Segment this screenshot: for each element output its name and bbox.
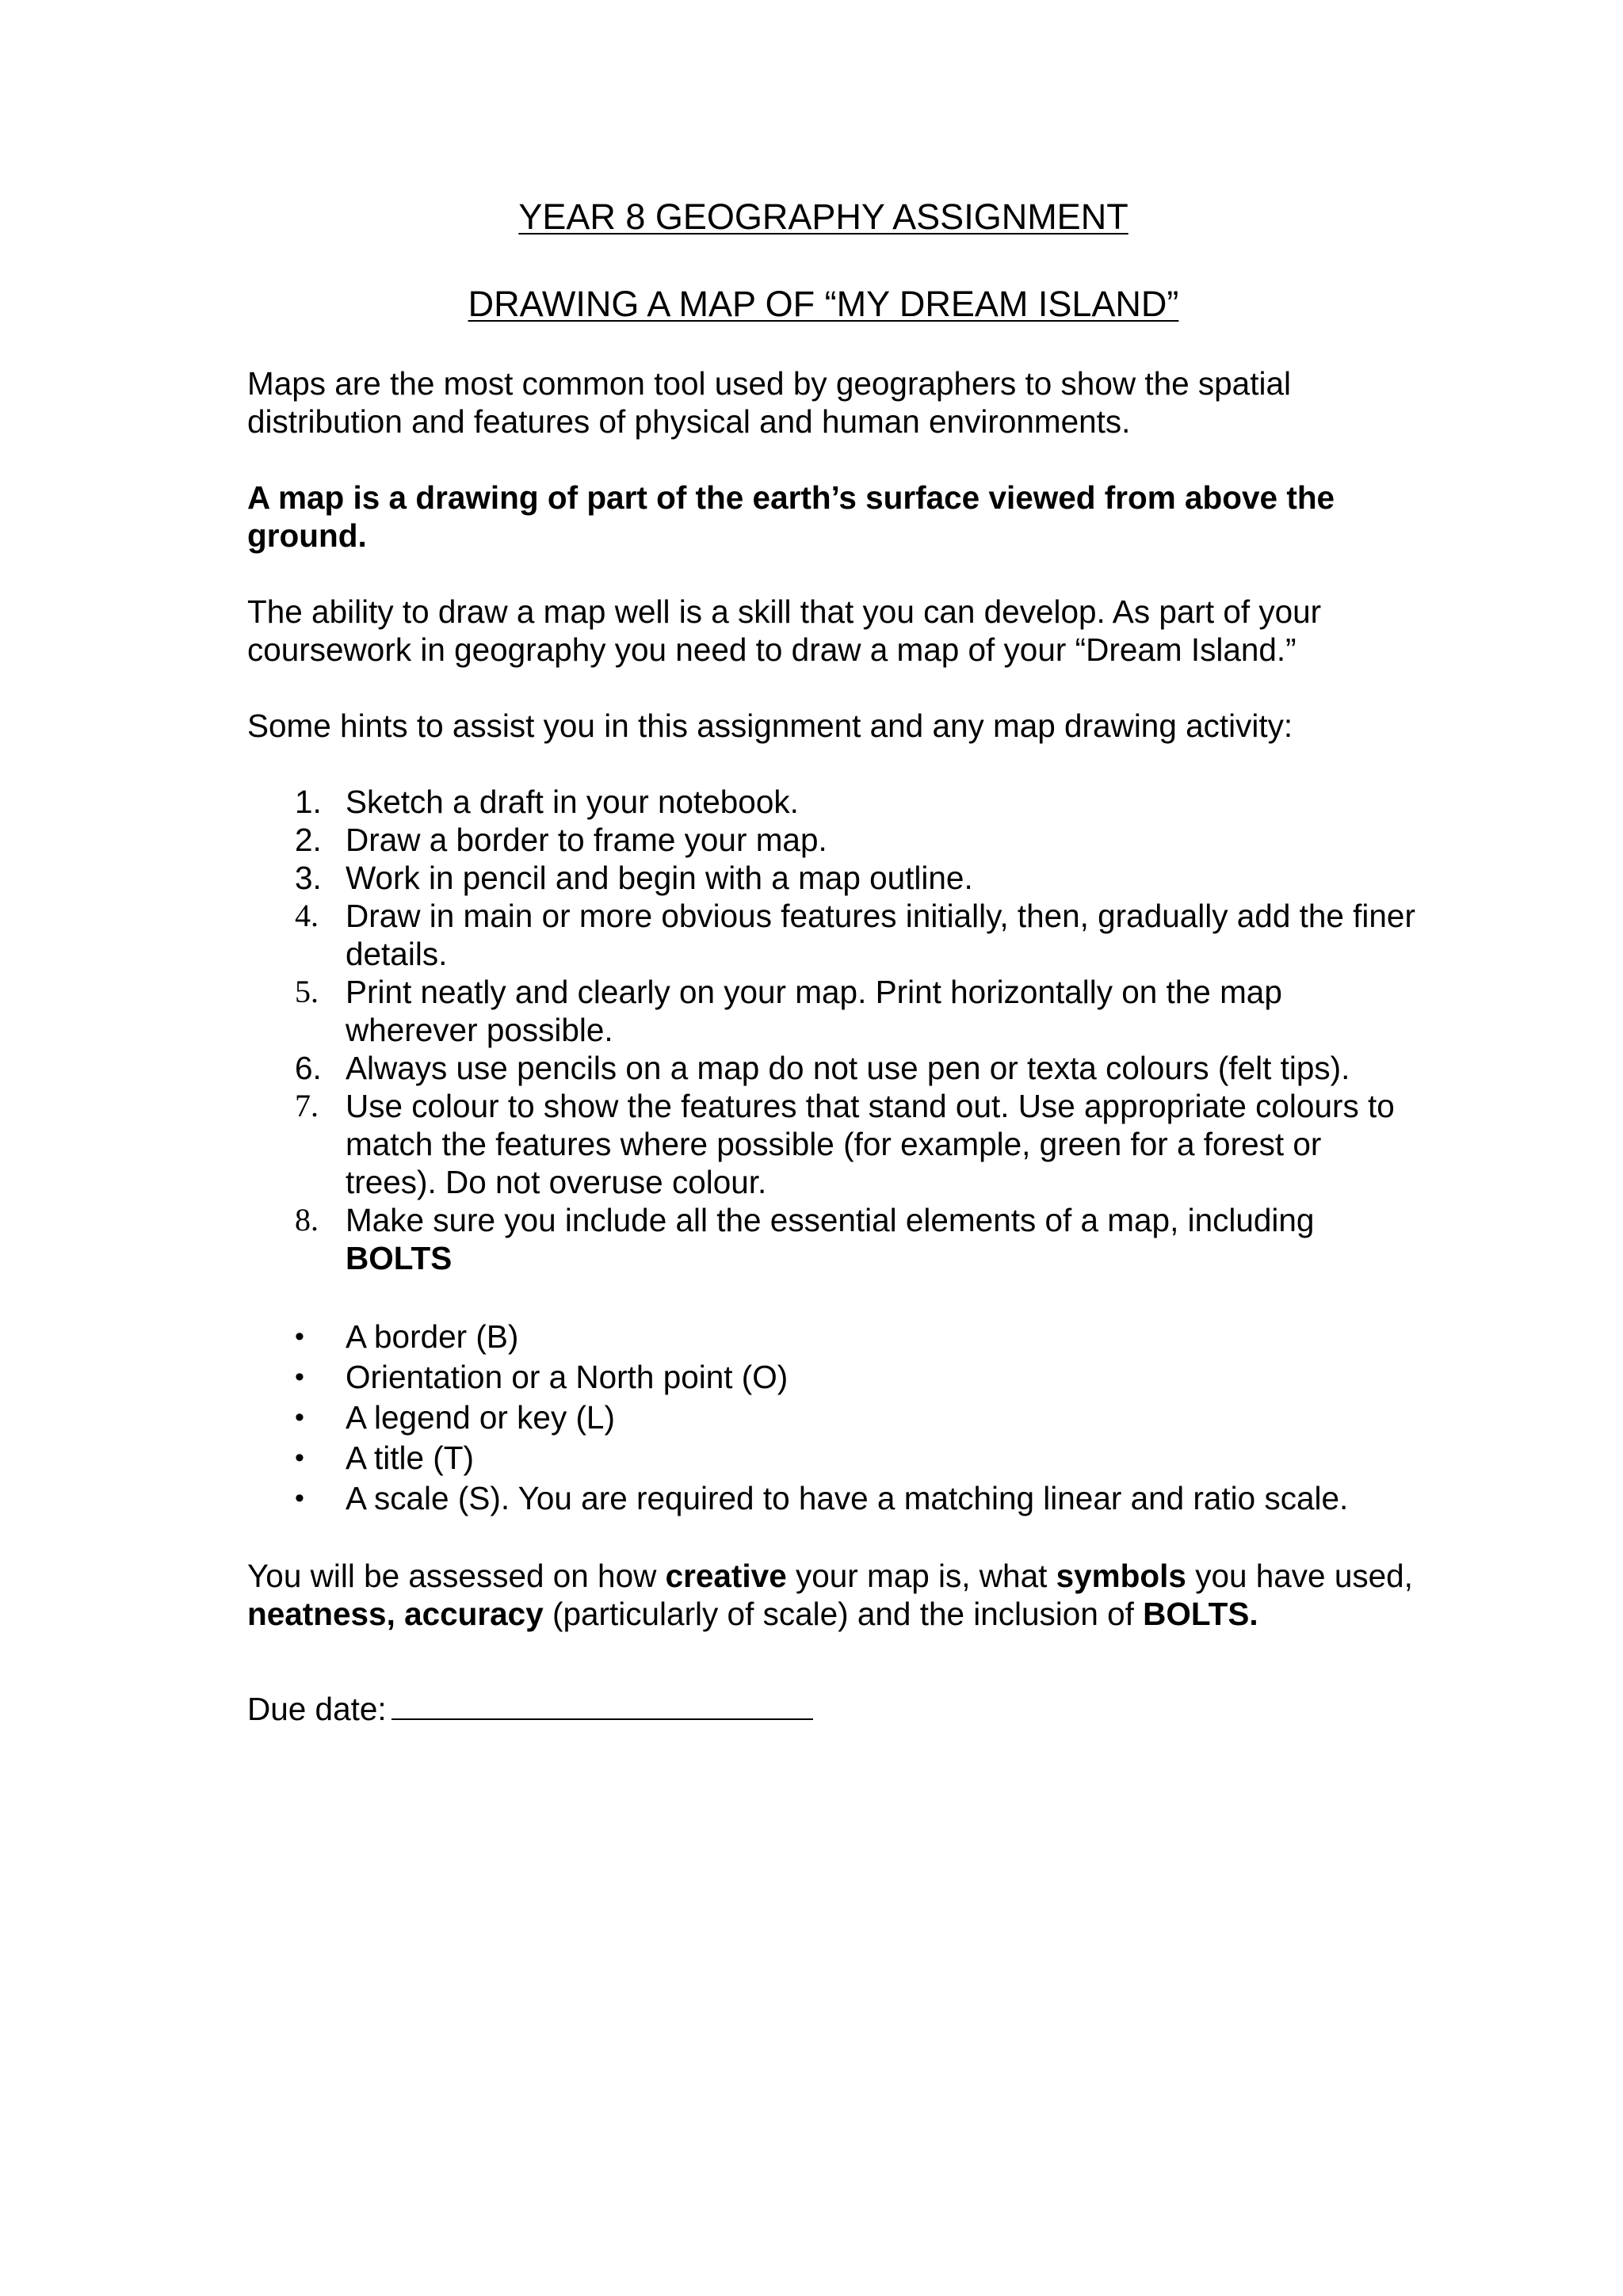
list-item-text: Always use pencils on a map do not use pen or texta colours (felt tips). <box>346 1050 1350 1086</box>
list-number: 6. <box>295 1050 322 1086</box>
list-item <box>247 1049 1420 1087</box>
bullet-icon: • <box>295 1483 304 1513</box>
ability-paragraph: The ability to draw a map well is a skill that you can develop. As part of your coursework in geography you need to draw a map of your “Dream Island.” <box>247 593 1322 668</box>
due-date <box>247 1690 1420 1728</box>
intro-paragraph: Maps are the most common tool used by geographers to show the spatial distribution and features of physical and human environments. <box>247 365 1291 440</box>
list-item <box>247 973 1420 1049</box>
list-item-text: Use colour to show the features that stand out. Use appropriate colours to match the features where possible (for example, green for a forest or trees). Do not overuse colour. <box>346 1088 1395 1200</box>
list-item <box>247 1357 1420 1398</box>
page-title: YEAR 8 GEOGRAPHY ASSIGNMENT <box>518 196 1128 237</box>
list-item <box>247 1201 1420 1277</box>
assessment-text: your map is, what <box>786 1558 1056 1594</box>
list-number: 2. <box>295 822 322 858</box>
assessment-text: You will be assessed on how <box>247 1558 666 1594</box>
assessment-text: (particularly of scale) and the inclusion of <box>543 1596 1144 1632</box>
list-item <box>247 1087 1420 1201</box>
list-number: 8. <box>295 1202 319 1238</box>
list-number: 7. <box>295 1088 319 1123</box>
list-item-text: Draw in main or more obvious features initially, then, gradually add the finer details. <box>346 898 1415 972</box>
assessment-paragraph <box>247 1557 1420 1633</box>
bullet-icon: • <box>295 1362 304 1392</box>
bullet-icon: • <box>295 1443 304 1473</box>
list-number: 1. <box>295 784 322 820</box>
list-item <box>247 859 1420 897</box>
bolts-list <box>247 1317 1420 1519</box>
page-subtitle: DRAWING A MAP OF “MY DREAM ISLAND” <box>468 284 1179 324</box>
list-number: 4. <box>295 898 319 933</box>
list-item <box>247 783 1420 821</box>
list-item <box>247 1398 1420 1438</box>
hints-list <box>247 783 1420 1277</box>
bullet-icon: • <box>295 1322 304 1352</box>
assessment-emphasis: neatness, accuracy <box>247 1596 544 1632</box>
assessment-emphasis: symbols <box>1056 1558 1186 1594</box>
list-item <box>247 1438 1420 1478</box>
list-item-text: Work in pencil and begin with a map outline. <box>346 860 973 896</box>
list-item-text: Print neatly and clearly on your map. Print horizontally on the map wherever possible. <box>346 974 1282 1048</box>
list-item <box>247 897 1420 973</box>
assignment-page <box>247 195 1420 1728</box>
bullet-icon: • <box>295 1402 304 1432</box>
list-item-text: A title (T) <box>346 1440 475 1476</box>
list-number: 3. <box>295 860 322 896</box>
due-date-label: Due date: <box>247 1691 387 1727</box>
list-item-text: A border (B) <box>346 1318 519 1355</box>
list-item-text: Draw a border to frame your map. <box>346 822 827 858</box>
assessment-emphasis: creative <box>665 1558 787 1594</box>
list-item-text: A scale (S). You are required to have a matching linear and ratio scale. <box>346 1480 1349 1516</box>
due-date-blank <box>391 1690 813 1720</box>
list-item-text: Orientation or a North point (O) <box>346 1359 789 1395</box>
map-definition: A map is a drawing of part of the earth’s surface viewed from above the ground. <box>247 479 1335 554</box>
list-item <box>247 821 1420 859</box>
assessment-emphasis: BOLTS. <box>1143 1596 1258 1632</box>
hints-intro: Some hints to assist you in this assignment and any map drawing activity: <box>247 707 1293 744</box>
list-item-text: Make sure you include all the essential elements of a map, including <box>346 1202 1315 1238</box>
list-item-text: A legend or key (L) <box>346 1399 615 1436</box>
list-item-text: Sketch a draft in your notebook. <box>346 784 799 820</box>
bolts-label: BOLTS <box>346 1240 453 1276</box>
list-number: 5. <box>295 974 319 1009</box>
list-item <box>247 1478 1420 1519</box>
assessment-text: you have used, <box>1186 1558 1413 1594</box>
list-item <box>247 1317 1420 1357</box>
